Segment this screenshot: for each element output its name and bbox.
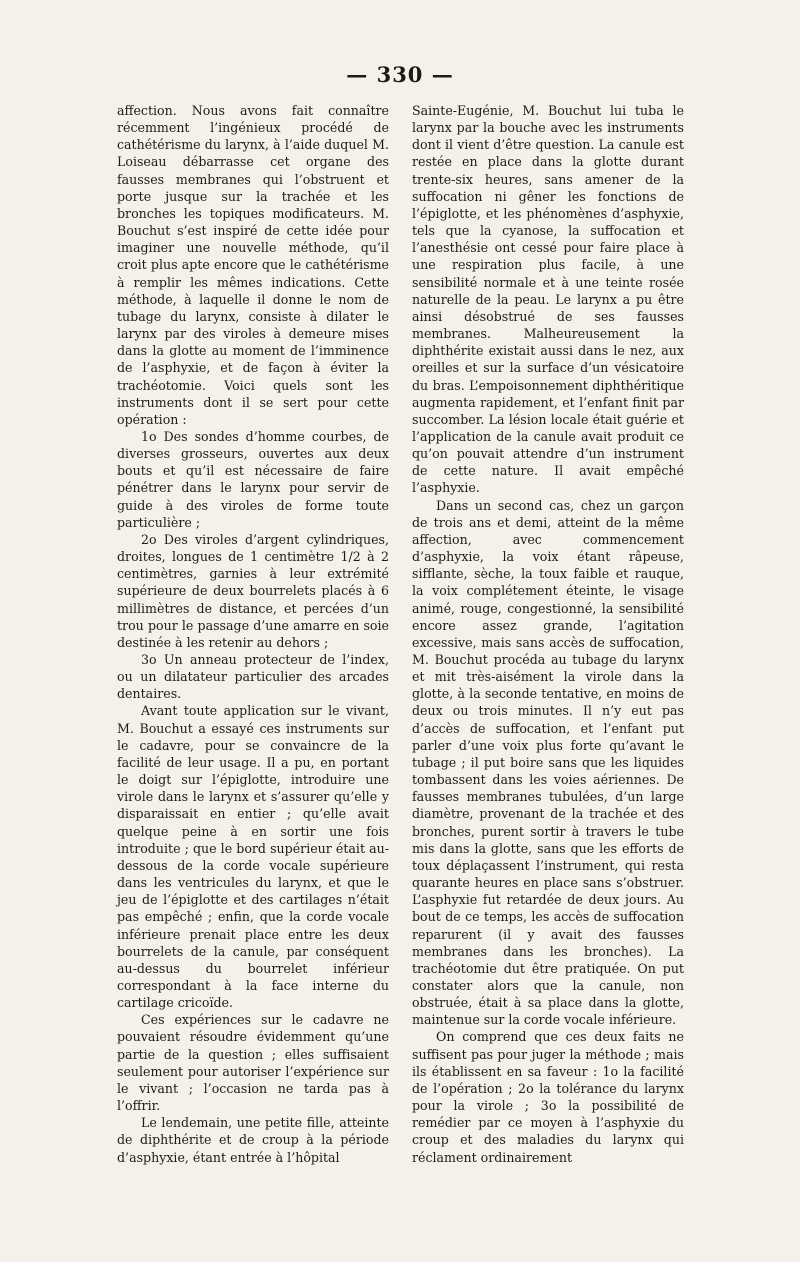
left-column <box>117 102 389 1166</box>
paragraph: Ces expériences sur le cadavre ne pouvaient résoudre évidemment qu’une partie de la question ; elles suffisaient seulement pour autoriser l’expérience sur le vivant ; l’occasion ne tarda pas à l’offrir. <box>117 1012 389 1114</box>
paragraph: 3o Un anneau protecteur de l’index, ou un dilatateur particulier des arcades dentaires. <box>117 652 389 702</box>
paragraph: Sainte-Eugénie, M. Bouchut lui tuba le larynx par la bouche avec les instruments dont il vient d’être question. La canule est restée en place dans la glotte durant trente-six heures, sans amener de la suffocation ni gêner les fonctions de l’épiglotte, et les phénomènes d’asphyxie, tels que la cyanose, la suffocation et l’anesthésie ont cessé pour faire place à une respiration plus facile, à une sensibilité normale et à une teinte rosée naturelle de la peau. Le larynx a pu être ainsi désobstrué de ses fausses membranes. Malheureusement la diphthérite existait aussi dans le nez, aux oreilles et sur la surface d’un vésicatoire du bras. L’empoisonnement diphthéritique augmenta rapidement, et l’enfant finit par succomber. La lésion locale était guérie et l’application de la canule avait produit ce qu’on pouvait attendre d’un instrument de cette nature. Il avait empêché l’asphyxie. <box>412 103 684 496</box>
paragraph: affection. Nous avons fait connaître récemment l’ingénieux procédé de cathétérisme du larynx, à l’aide duquel M. Loiseau débarrasse cet organe des fausses membranes qui l’obstruent et porte jusque sur la trachée et les bronches les topiques modificateurs. M. Bouchut s’est inspiré de cette idée pour imaginer une nouvelle méthode, qu’il croit plus apte encore que le cathétérisme à remplir les mêmes indications. Cette méthode, à laquelle il donne le nom de tubage du larynx, consiste à dilater le larynx par des viroles à demeure mises dans la glotte au moment de l’imminence de l’asphyxie, et de façon à éviter la trachéotomie. Voici quels sont les instruments dont il se sert pour cette opération : <box>117 103 389 427</box>
paragraph: Dans un second cas, chez un garçon de trois ans et demi, atteint de la même affection, avec commencement d’asphyxie, la voix étant râpeuse, sifflante, sèche, la toux faible et rauque, la voix complétement éteinte, le visage animé, rouge, congestionné, la sensibilité encore assez grande, l’agitation excessive, mais sans accès de suffocation, M. Bouchut procéda au tubage du larynx et mit très-aisément la virole dans la glotte, à la seconde tentative, en moins de deux ou trois minutes. Il n’y eut pas d’accès de suffocation, et l’enfant put parler d’une voix plus forte qu’avant le tubage ; il put boire sans que les liquides tombassent dans les voies aériennes. De fausses membranes tubulées, d’un large diamètre, provenant de la trachée et des bronches, purent sortir à travers le tube mis dans la glotte, sans que les efforts de toux déplaçassent l’instrument, qui resta quarante heures en place sans s’obstruer. L’asphyxie fut retardée de deux jours. Au bout de ce temps, les accès de suffocation reparurent (il y avait des fausses membranes dans les bronches). La trachéotomie dut être pratiquée. On put constater alors que la canule, non obstruée, était à sa place dans la glotte, maintenue sur la corde vocale inférieure. <box>412 497 684 1028</box>
paragraph: 1o Des sondes d’homme courbes, de diverses grosseurs, ouvertes aux deux bouts et qu’il est nécessaire de faire pénétrer dans le larynx pour servir de guide à des viroles de forme toute particulière ; <box>117 428 389 530</box>
right-column <box>412 102 684 1166</box>
page-number: — 330 — <box>346 62 454 87</box>
paragraph: Le lendemain, une petite fille, atteinte de diphthérite et de croup à la période d’asphyxie, étant entrée à l’hôpital <box>117 1115 389 1165</box>
paragraph: 2o Des viroles d’argent cylindriques, droites, longues de 1 centimètre 1/2 à 2 centimètres, garnies à leur extrémité supérieure de deux bourrelets placés à 6 millimètres de distance, et percées d’un trou pour le passage d’une amarre en soie destinée à les retenir au dehors ; <box>117 531 389 650</box>
paragraph: On comprend que ces deux faits ne suffisent pas pour juger la méthode ; mais ils établissent en sa faveur : 1o la facilité de l’opération ; 2o la tolérance du larynx pour la virole ; 3o la possibilité de remédier par ce moyen à l’asphyxie du croup et des maladies du larynx qui réclament ordinairement <box>412 1029 684 1165</box>
paragraph: Avant toute application sur le vivant, M. Bouchut a essayé ces instruments sur le cadavre, pour se convaincre de la facilité de leur usage. Il a pu, en portant le doigt sur l’épiglotte, introduire une virole dans le larynx et s’assurer qu’elle y disparaissait en entier ; qu’elle avait quelque peine à en sortir une fois introduite ; que le bord supérieur était au-dessous de la corde vocale supérieure dans les ventricules du larynx, et que le jeu de l’épiglotte et des cartilages n’était pas empêché ; enfin, que la corde vocale inférieure prenait place entre les deux bourrelets de la canule, par conséquent au-dessus du bourrelet inférieur correspondant à la face interne du cartilage cricoïde. <box>117 703 389 1011</box>
